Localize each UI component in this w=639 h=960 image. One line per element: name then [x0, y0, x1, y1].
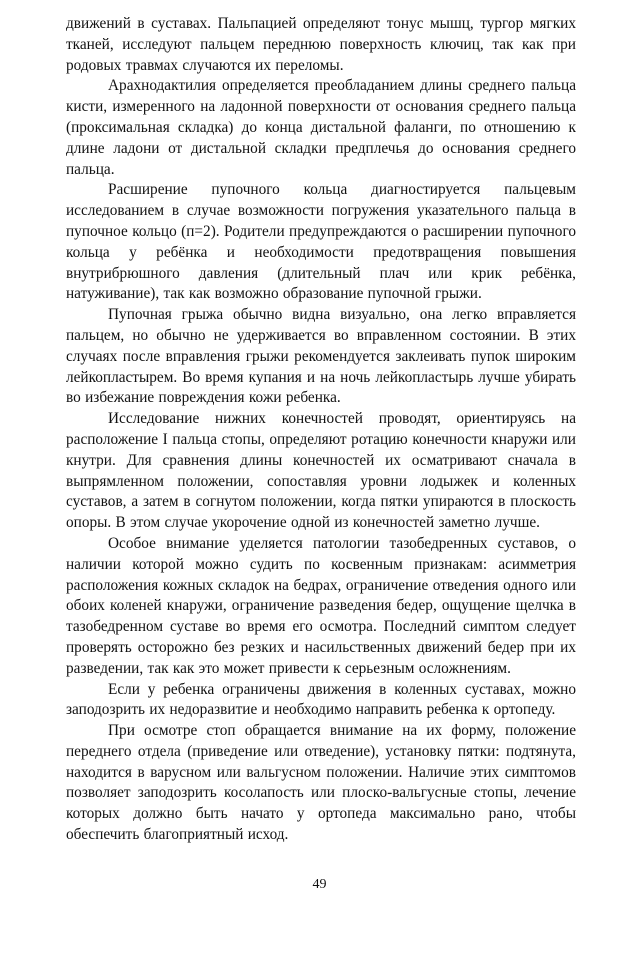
paragraph: Особое внимание уделяется патологии тазобедренных суставов, о наличии которой можно судить по косвенным признакам: асимметрия расположения кожных складок на бедрах, ограничение отведения одного или обоих коленей кнаружи, ограничение разведения бедер, ощущение щелчка в тазобедренном суставе во время его осмотра. Последний симптом следует проверять осторожно без резких и насильственных движений бедер при их разведении, так как это может привести к серьезным осложнениям.: [66, 534, 576, 677]
page-number: 49: [312, 877, 327, 892]
page-body: [66, 14, 576, 846]
paragraph: При осмотре стоп обращается внимание на их форму, положение переднего отдела (приведение или отведение), установку пятки: подтянута, находится в варусном или вальгусном положении. Наличие этих симптомов позволяет заподозрить косолапость или плоско-вальгусные стопы, лечение которых должно быть начато у ортопеда максимально рано, чтобы обеспечить благоприятный исход.: [66, 722, 576, 844]
paragraph: Пупочная грыжа обычно видна визуально, она легко вправляется пальцем, но обычно не удерживается во вправленном состоянии. В этих случаях после вправления грыжи рекомендуется заклеивать пупок широким лейкопластырем. Во время купания и на ночь лейкопластырь лучше убирать во избежание повреждения кожи ребенка.: [66, 306, 576, 407]
paragraph: Исследование нижних конечностей проводят, ориентируясь на расположение I пальца стопы, определяют ротацию конечности кнаружи или кнутри. Для сравнения длины конечностей их осматривают сначала в выпрямленном положении, сопоставляя уровни лодыжек и коленных суставов, а затем в согнутом положении, когда пятки упираются в плоскость опоры. В этом случае укорочение одной из конечностей заметно лучше.: [66, 410, 576, 532]
paragraph: движений в суставах. Пальпацией определяют тонус мышц, тургор мягких тканей, исследуют пальцем переднюю поверхность ключиц, так как при родовых травмах случаются их переломы.: [66, 15, 576, 74]
paragraph: Расширение пупочного кольца диагностируется пальцевым исследованием в случае возможности погружения указательного пальца в пупочное кольцо (п=2). Родители предупреждаются о расширении пупочного кольца у ребёнка и необходимости предотвращения повышения внутрибрюшного давления (длительный плач или крик ребёнка, натуживание), так как возможно образование пупочной грыжи.: [66, 181, 576, 303]
paragraph: Если у ребенка ограничены движения в коленных суставах, можно заподозрить их недоразвитие и необходимо направить ребенка к ортопеду.: [66, 680, 576, 719]
paragraph: Арахнодактилия определяется преобладанием длины среднего пальца кисти, измеренного на ладонной поверхности от основания среднего пальца (проксимальная складка) до конца дистальной фаланги, по отношению к длине ладони от дистальной складки предплечья до основания среднего пальца.: [66, 77, 576, 178]
